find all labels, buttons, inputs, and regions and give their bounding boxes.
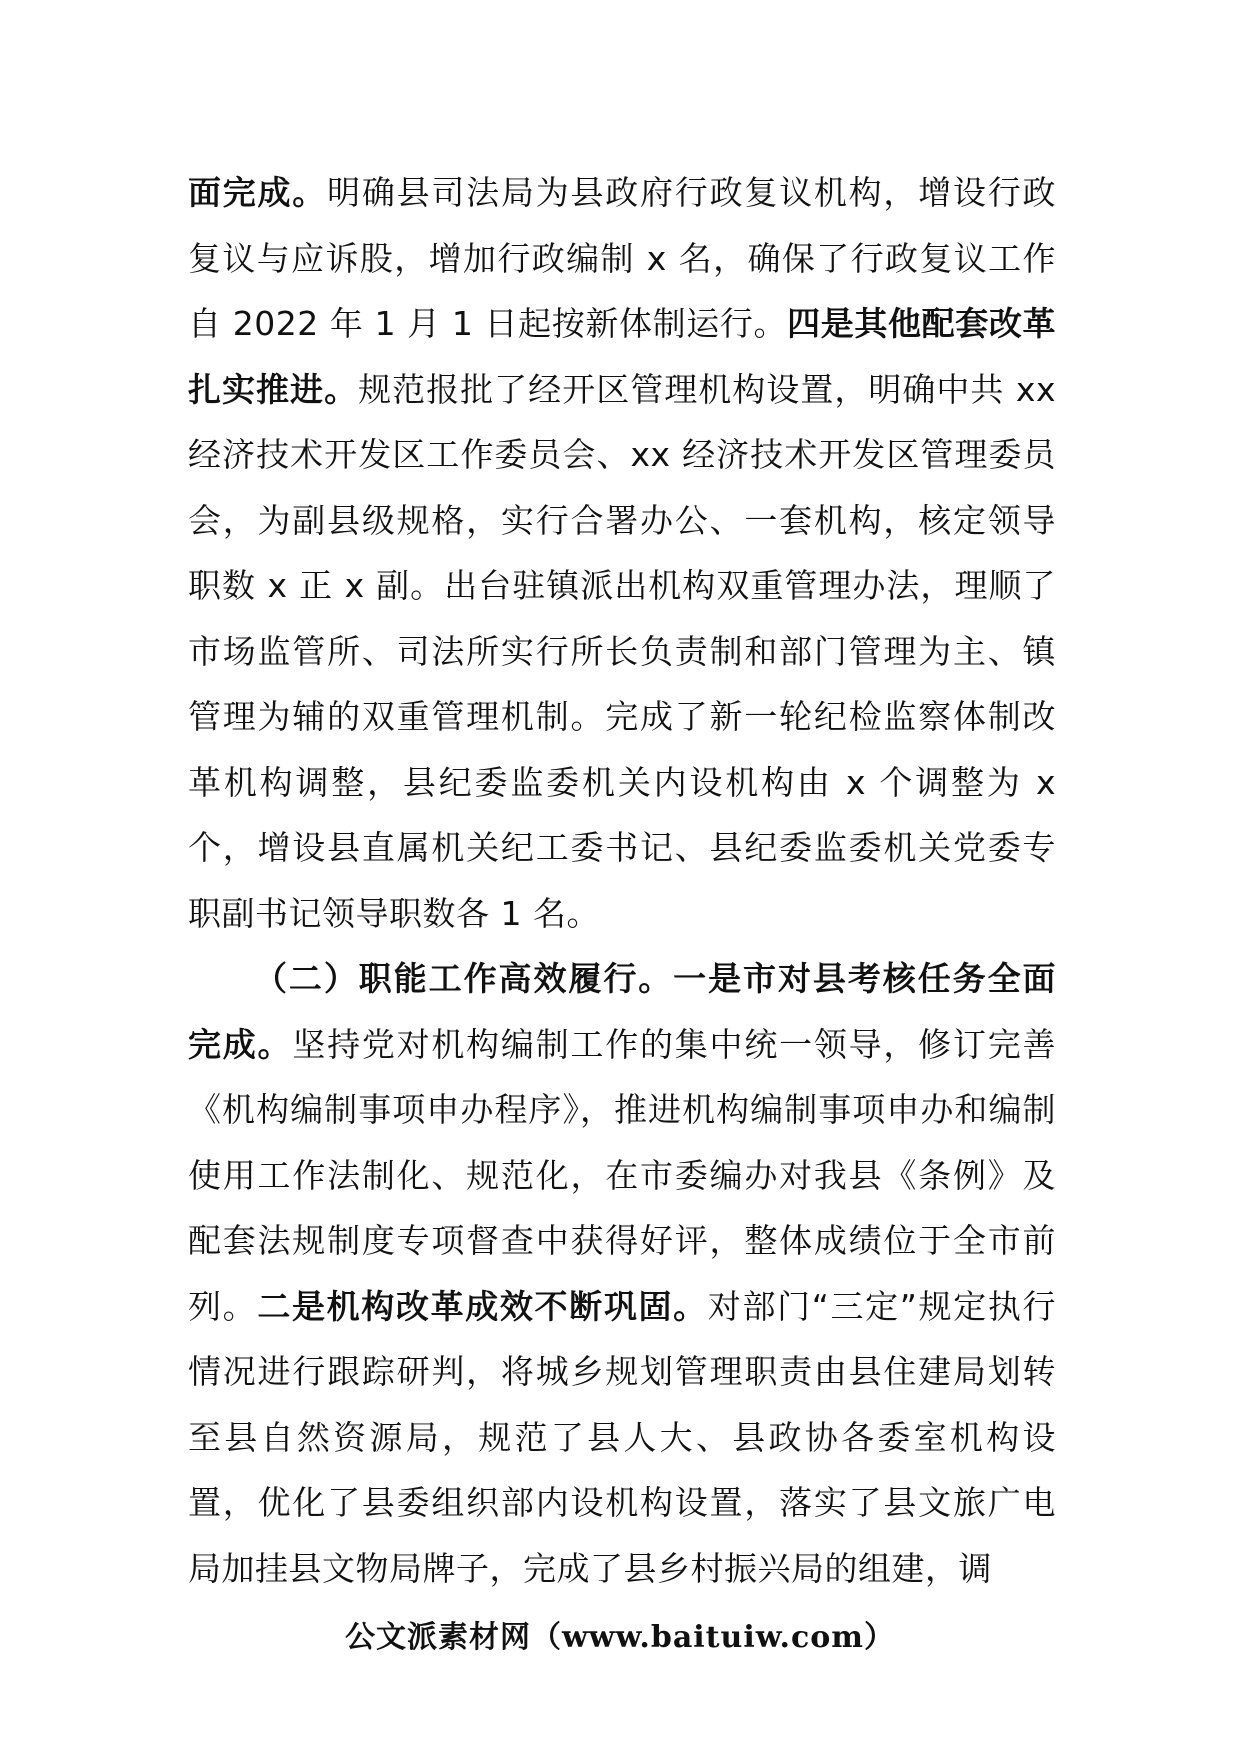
paragraph-2 (188, 946, 1056, 1601)
footer-watermark: 公文派素材网（www.baituiw.com） (344, 1620, 896, 1655)
text-run: 规范报批了经开区管理机构设置，明确中共 xx 经济技术开发区工作委员会、xx 经济技术开发区管理委员会，为副县级规格，实行合署办公、一套机构，核定领导职数 x 正 x 副。出台驻镇派出机构双重管理办法，理顺了市场监管所、司法所实行所长负责制和部门管理为主、镇管理为辅的双重管理机制。完成了新一轮纪检监察体制改革机构调整，县纪委监委机关内设机构由 x 个调整为 x 个，增设县直属机关纪工委书记、县纪委监委机关党委专职副书记领导职数各 1 名。 (188, 369, 1056, 933)
text-run: 坚持党对机构编制工作的集中统一领导，修订完善《机构编制事项申办程序》，推进机构编制事项申办和编制使用工作法制化、规范化，在市委编办对我县《条例》及配套法规制度专项督查中获得好评，整体成绩位于全市前列。 (188, 1024, 1056, 1326)
text-run: 面完成。 (188, 173, 328, 212)
text-run: 四是其他配套改革扎实推进。 (188, 304, 1057, 409)
section-heading: （二）职能工作高效履行。一是市对县考核任务全面完成。 (188, 959, 1056, 1064)
text-run: 二是机构改革成效不断巩固。 (257, 1286, 708, 1326)
text-run: 明确县司法局为县政府行政复议机构，增设行政复议与应诉股，增加行政编制 x 名，确保了行政复议工作自 2022 年 1 月 1 日起按新体制运行。 (188, 173, 1057, 343)
document-body (188, 160, 1056, 1601)
text-run: 对部门“三定”规定执行情况进行跟踪研判，将城乡规划管理职责由县住建局划转至县自然资源局，规范了县人大、县政协各委室机构设置，优化了县委组织部内设机构设置，落实了县文旅广电局加挂县文物局牌子，完成了县乡村振兴局的组建，调 (188, 1286, 1057, 1588)
paragraph-1 (188, 160, 1056, 946)
